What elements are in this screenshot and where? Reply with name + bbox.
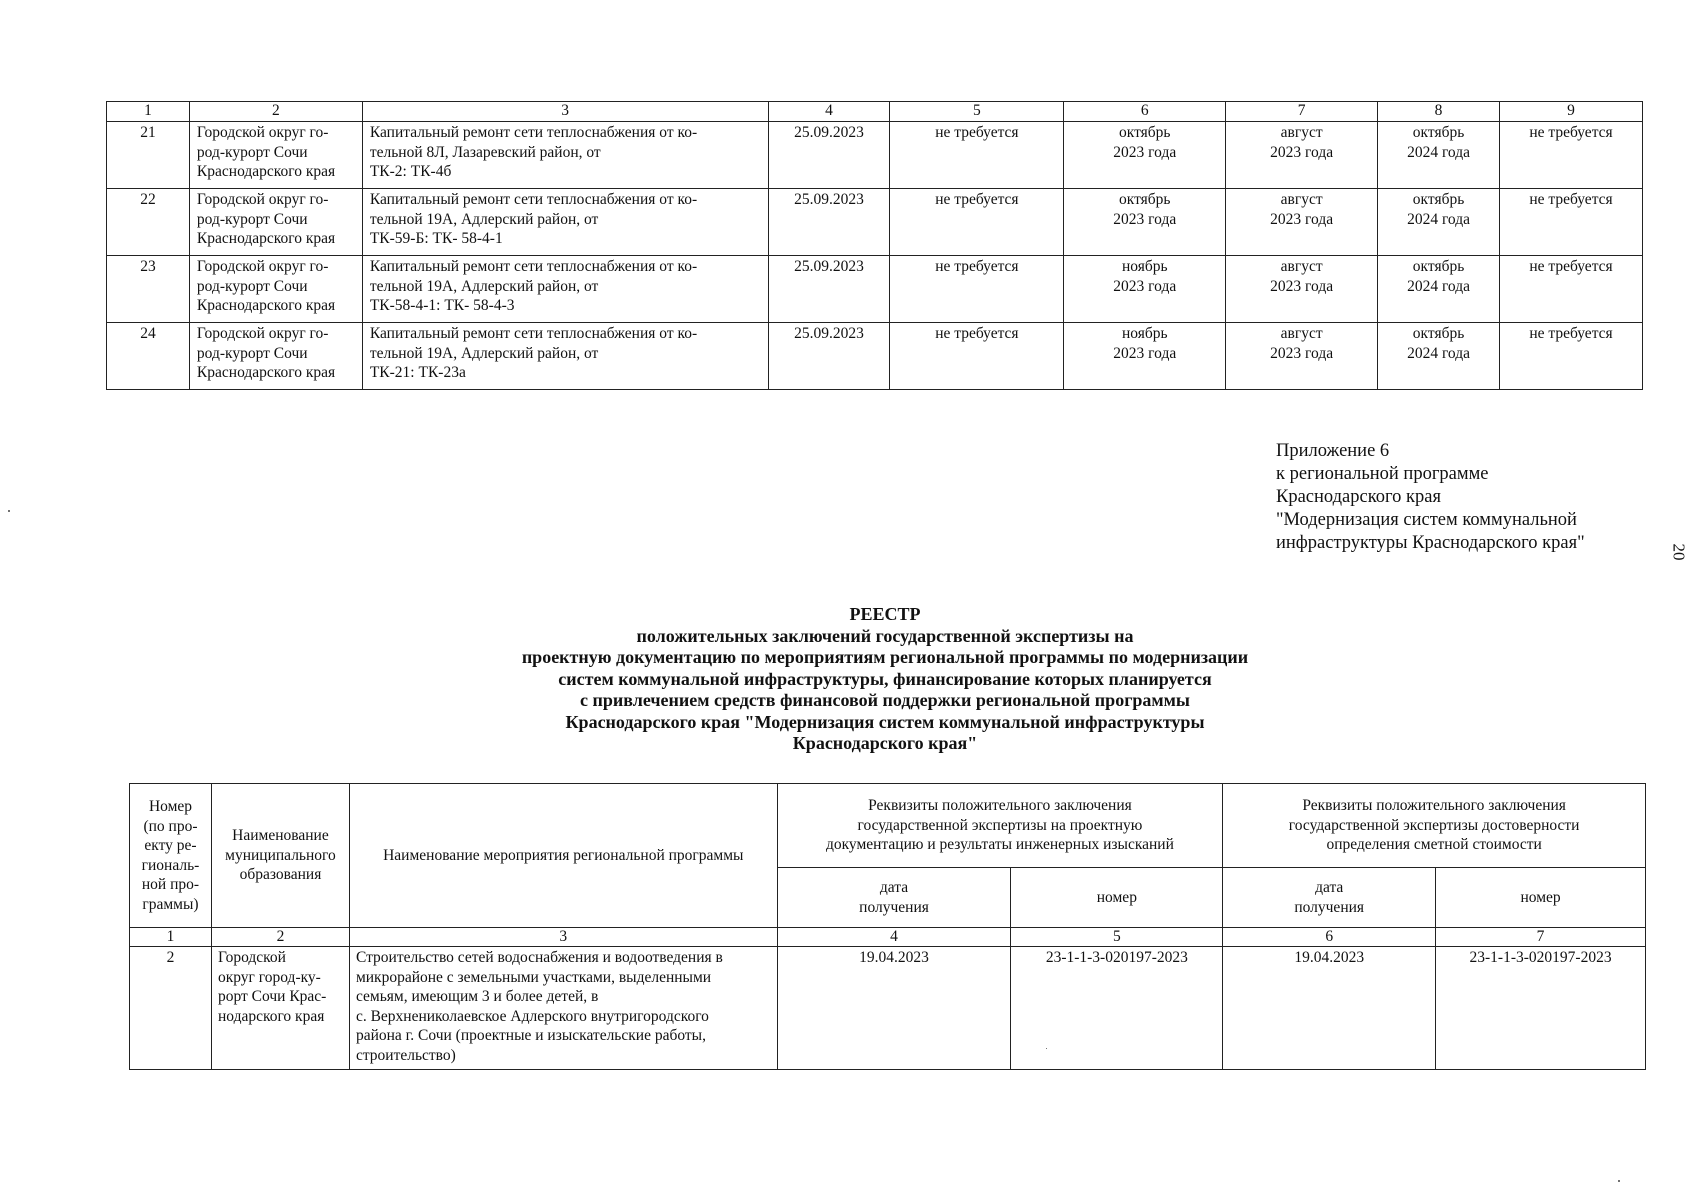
header-number: Номер (по про- екту ре- гиональ- ной про- граммы) — [130, 784, 212, 928]
col-number: 4 — [768, 102, 890, 122]
date-cell: 25.09.2023 — [768, 189, 890, 256]
col-number: 2 — [211, 928, 349, 947]
col5-cell: не требуется — [890, 122, 1064, 189]
registry-title — [380, 604, 1390, 755]
title-line: Краснодарского края "Модернизация систем коммунальной инфраструктуры — [565, 711, 1205, 732]
date-cell: 19.04.2023 — [1223, 947, 1436, 1070]
col-number: 4 — [777, 928, 1011, 947]
col-number: 7 — [1226, 102, 1378, 122]
event-cell: Капитальный ремонт сети теплоснабжения от ко- тельной 19А, Адлерский район, от ТК-21: ТК-23а — [362, 323, 768, 390]
col-number: 6 — [1064, 102, 1226, 122]
col6-cell: октябрь 2023 года — [1064, 122, 1226, 189]
row-number: 23 — [107, 256, 190, 323]
header-event: Наименование мероприятия региональной программы — [349, 784, 777, 928]
date-cell: 25.09.2023 — [768, 256, 890, 323]
col9-cell: не требуется — [1500, 256, 1643, 323]
col-number: 8 — [1378, 102, 1500, 122]
column-number-row — [107, 102, 1643, 122]
row-number: 24 — [107, 323, 190, 390]
appendix-line: Приложение 6 — [1276, 441, 1390, 461]
col-number: 9 — [1500, 102, 1643, 122]
header-number-sub: номер — [1436, 868, 1646, 928]
title-line: положительных заключений государственной экспертизы на — [636, 625, 1134, 646]
header-row — [130, 784, 1646, 868]
event-cell: Капитальный ремонт сети теплоснабжения от ко- тельной 19А, Адлерский район, от ТК-59-Б: ТК- 58-4-1 — [362, 189, 768, 256]
appendix-line: Краснодарского края — [1276, 487, 1441, 507]
col-number: 1 — [130, 928, 212, 947]
col6-cell: октябрь 2023 года — [1064, 189, 1226, 256]
municipality-cell: Городской округ го- род-курорт Сочи Краснодарского края — [189, 256, 362, 323]
row-number: 2 — [130, 947, 212, 1070]
title-line: проектную документацию по мероприятиям региональной программы по модернизации — [521, 647, 1249, 667]
header-group-estimate: Реквизиты положительного заключения государственной экспертизы достоверности определения сметной стоимости — [1223, 784, 1646, 868]
col8-cell: октябрь 2024 года — [1378, 189, 1500, 256]
col7-cell: август 2023 года — [1226, 256, 1378, 323]
conclusion-number-cell: 23-1-1-3-020197-2023 — [1011, 947, 1223, 1070]
header-municipality: Наименование муниципального образования — [211, 784, 349, 928]
col-number: 7 — [1436, 928, 1646, 947]
continuation-table — [106, 101, 1643, 390]
title-line: систем коммунальной инфраструктуры, финансирование которых планируется — [558, 668, 1212, 689]
col8-cell: октябрь 2024 года — [1378, 122, 1500, 189]
municipality-cell: Городской округ го- род-курорт Сочи Краснодарского края — [189, 189, 362, 256]
header-date-received: дата получения — [1223, 868, 1436, 928]
col-number: 5 — [890, 102, 1064, 122]
title-line: с привлечением средств финансовой поддержки региональной программы — [580, 690, 1190, 710]
scan-speck — [1046, 1048, 1047, 1049]
header-date-received: дата получения — [777, 868, 1011, 928]
col8-cell: октябрь 2024 года — [1378, 256, 1500, 323]
event-cell: Капитальный ремонт сети теплоснабжения от ко- тельной 19А, Адлерский район, от ТК-58-4-1: ТК- 58-4-3 — [362, 256, 768, 323]
event-cell: Строительство сетей водоснабжения и водоотведения в микрорайоне с земельными участками, выделенными семьям, имеющим 3 и более детей, в с. Верхнениколаевское Адлерского внутригородского района г. Сочи (проектные и изыскательские работы, строительство) — [349, 947, 777, 1070]
col7-cell: август 2023 года — [1226, 122, 1378, 189]
title-line: Краснодарского края" — [792, 733, 978, 753]
col5-cell: не требуется — [890, 256, 1064, 323]
header-number-sub: номер — [1011, 868, 1223, 928]
appendix-line: "Модернизация систем коммунальной — [1276, 510, 1577, 530]
date-cell: 25.09.2023 — [768, 122, 890, 189]
municipality-cell: Городской округ го- род-курорт Сочи Краснодарского края — [189, 122, 362, 189]
scan-speck — [1618, 1180, 1620, 1182]
appendix-note — [1276, 440, 1656, 555]
table-row — [130, 947, 1646, 1070]
table-row — [107, 323, 1643, 390]
col9-cell: не требуется — [1500, 323, 1643, 390]
col6-cell: ноябрь 2023 года — [1064, 256, 1226, 323]
col8-cell: октябрь 2024 года — [1378, 323, 1500, 390]
date-cell: 25.09.2023 — [768, 323, 890, 390]
page-number: 20 — [1669, 543, 1689, 561]
col-number: 2 — [189, 102, 362, 122]
row-number: 22 — [107, 189, 190, 256]
col6-cell: ноябрь 2023 года — [1064, 323, 1226, 390]
municipality-cell: Городской округ го- род-курорт Сочи Краснодарского края — [189, 323, 362, 390]
registry-table — [129, 783, 1646, 1070]
col-number: 1 — [107, 102, 190, 122]
scan-speck — [8, 510, 10, 512]
appendix-line: к региональной программе — [1276, 464, 1489, 484]
col9-cell: не требуется — [1500, 122, 1643, 189]
col7-cell: август 2023 года — [1226, 189, 1378, 256]
col-number: 6 — [1223, 928, 1436, 947]
col5-cell: не требуется — [890, 323, 1064, 390]
header-group-project-docs: Реквизиты положительного заключения государственной экспертизы на проектную документацию и результаты инженерных изысканий — [777, 784, 1223, 868]
row-number: 21 — [107, 122, 190, 189]
date-cell: 19.04.2023 — [777, 947, 1011, 1070]
col-number: 3 — [362, 102, 768, 122]
column-number-row — [130, 928, 1646, 947]
col-number: 5 — [1011, 928, 1223, 947]
title-line: РЕЕСТР — [849, 604, 921, 624]
col-number: 3 — [349, 928, 777, 947]
col7-cell: август 2023 года — [1226, 323, 1378, 390]
appendix-line: инфраструктуры Краснодарского края" — [1276, 533, 1585, 553]
col5-cell: не требуется — [890, 189, 1064, 256]
municipality-cell: Городской округ город-ку- рорт Сочи Крас- нодарского края — [211, 947, 349, 1070]
event-cell: Капитальный ремонт сети теплоснабжения от ко- тельной 8Л, Лазаревский район, от ТК-2: ТК-4б — [362, 122, 768, 189]
table-row — [107, 189, 1643, 256]
conclusion-number-cell: 23-1-1-3-020197-2023 — [1436, 947, 1646, 1070]
table-row — [107, 122, 1643, 189]
col9-cell: не требуется — [1500, 189, 1643, 256]
table-row — [107, 256, 1643, 323]
